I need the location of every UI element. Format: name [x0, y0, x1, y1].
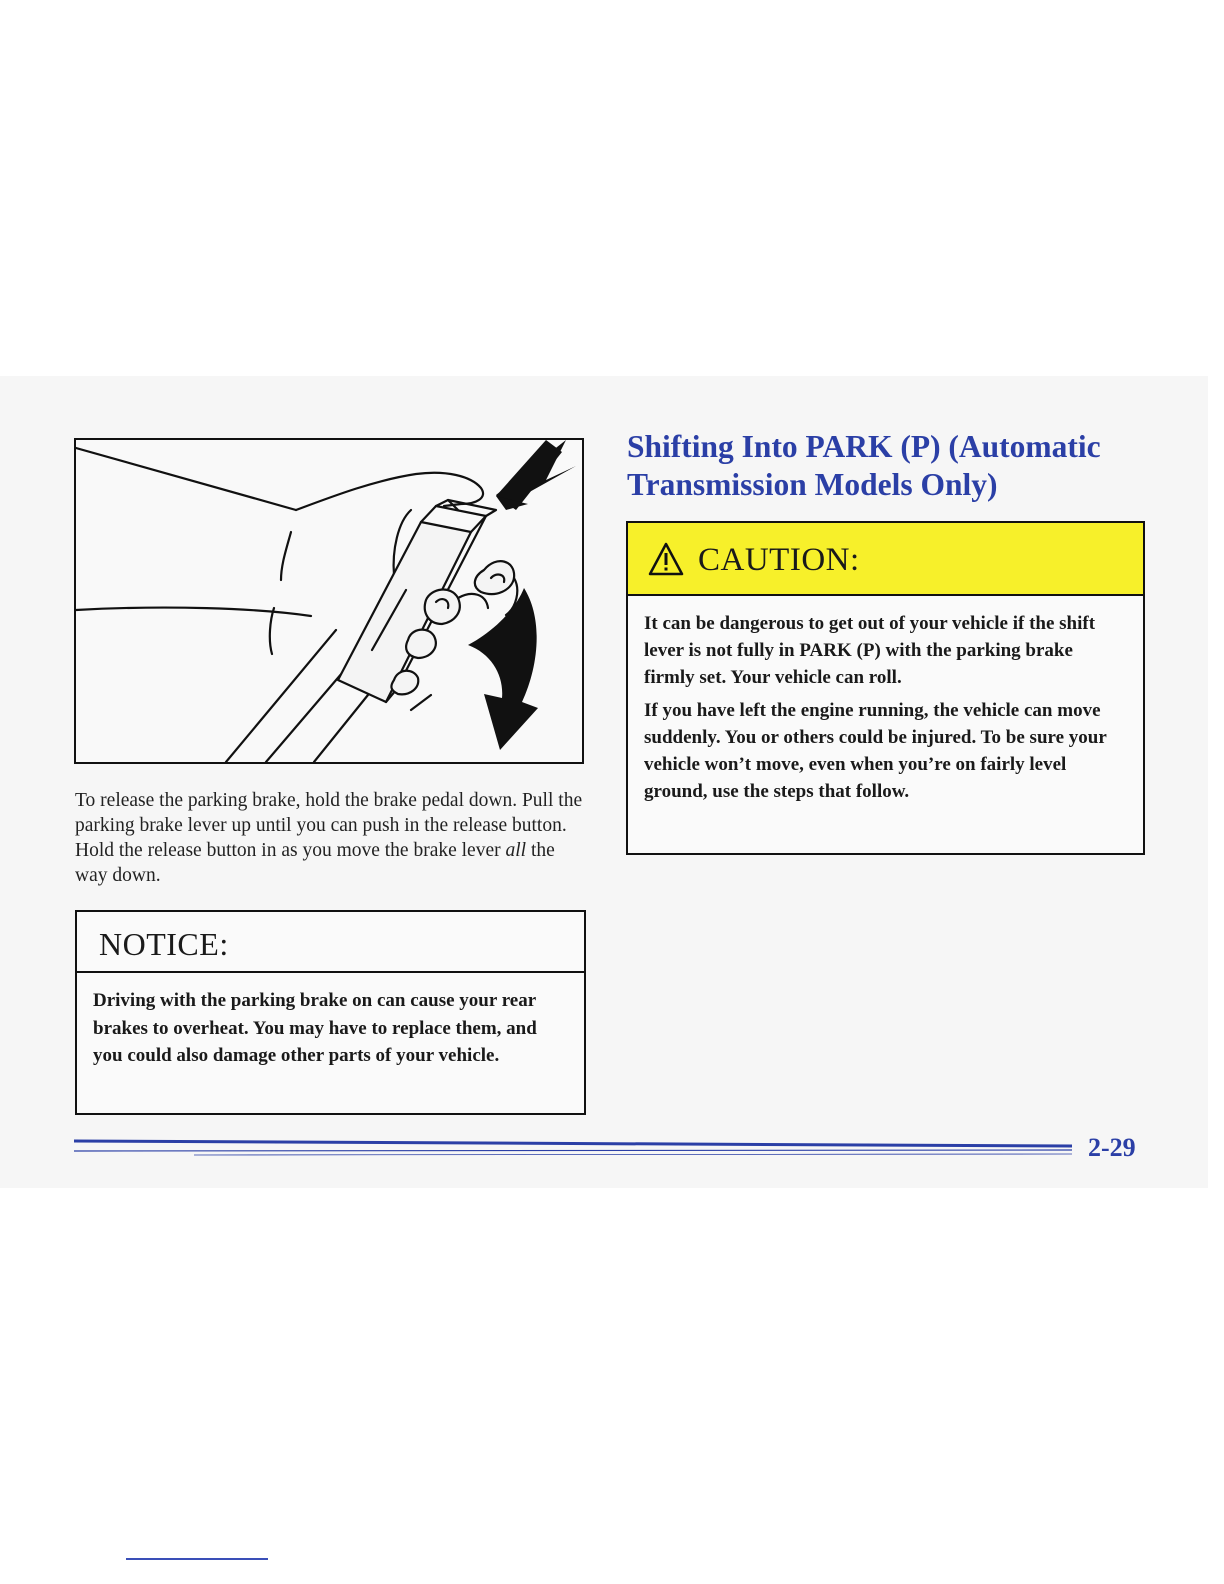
release-instructions [75, 788, 590, 888]
warning-triangle-icon [648, 542, 684, 576]
release-instructions-text-end: the way down. [75, 840, 555, 886]
notice-box [75, 910, 586, 1115]
caution-body [628, 596, 1143, 805]
release-instructions-text: To release the parking brake, hold the brake pedal down. Pull the parking brake lever up until you can push in the release button. Hold the release button in as you move the brake lever [75, 790, 583, 861]
caution-paragraph: It can be dangerous to get out of your vehicle if the shift lever is not fully in PARK (P) with the parking brake firmly set. Your vehicle can roll. [644, 613, 1096, 688]
page-number: 2-29 [1088, 1133, 1136, 1162]
caution-box [626, 521, 1145, 855]
caution-heading: CAUTION: [698, 542, 860, 578]
hand-lever-icon [76, 440, 582, 762]
notice-heading: NOTICE: [77, 912, 584, 973]
notice-text: Driving with the parking brake on can cause your rear brakes to overheat. You may have to replace them, and you could also damage other parts of your vehicle. [93, 990, 537, 1066]
section-title: Shifting Into PARK (P) (Automatic Transmission Models Only) [627, 429, 1101, 502]
footer-rule [74, 1138, 1072, 1158]
parking-brake-illustration [74, 438, 584, 764]
release-instructions-emphasis: all [505, 840, 527, 861]
caution-header [628, 523, 1143, 596]
footnote-rule [126, 1558, 268, 1560]
caution-paragraph: If you have left the engine running, the vehicle can move suddenly. You or others could be injured. To be sure your vehicle won’t move, even when you’re on fairly level ground, use the steps that follow. [644, 700, 1107, 802]
